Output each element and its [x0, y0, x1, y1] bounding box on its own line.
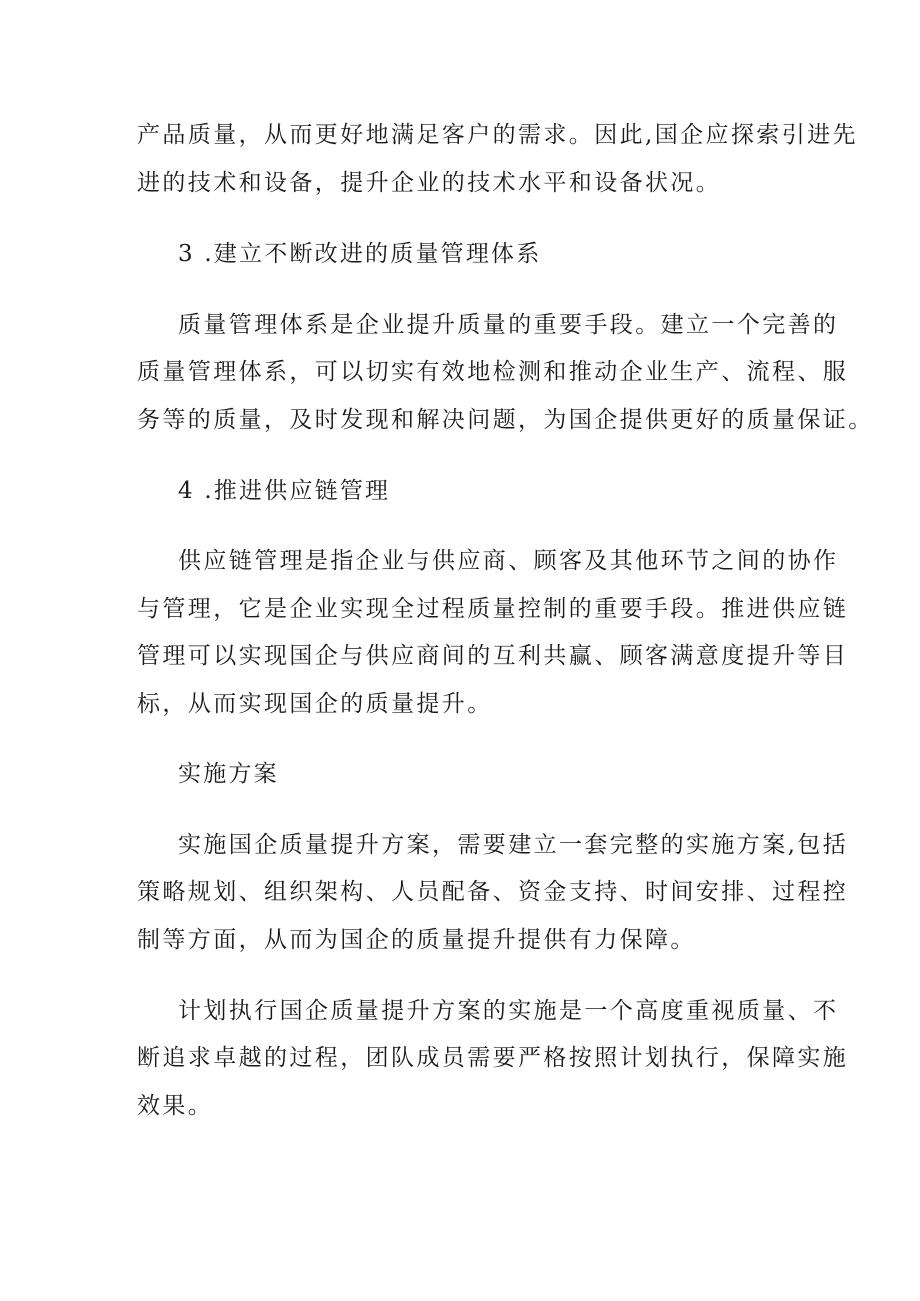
paragraph-line: 质量管理体系是企业提升质量的重要手段。建立一个完善的 — [178, 312, 839, 338]
paragraph-line: 计划执行国企质量提升方案的实施是一个高度重视质量、不 — [178, 998, 839, 1024]
paragraph-line: 策略规划、组织架构、人员配备、资金支持、时间安排、过程控 — [137, 879, 849, 905]
paragraph-line: 效果。 — [137, 1093, 214, 1119]
section-heading-implementation: 实施方案 — [178, 761, 279, 787]
paragraph-line: 实施国企质量提升方案，需要建立一套完整的实施方案,包括 — [178, 832, 849, 858]
paragraph-line: 务等的质量，及时发现和解决问题，为国企提供更好的质量保证。 — [137, 407, 874, 433]
paragraph-line: 管理可以实现国企与供应商间的互利共赢、顾客满意度提升等目 — [137, 643, 849, 669]
section-heading-4: 4 .推进供应链管理 — [178, 478, 391, 504]
paragraph-line: 制等方面，从而为国企的质量提升提供有力保障。 — [137, 927, 696, 953]
paragraph-line: 质量管理体系，可以切实有效地检测和推动企业生产、流程、服 — [137, 359, 849, 385]
paragraph-line: 供应链管理是指企业与供应商、顾客及其他环节之间的协作 — [178, 548, 839, 574]
paragraph-line: 产品质量，从而更好地满足客户的需求。因此,国企应探索引进先 — [137, 122, 858, 148]
paragraph-line: 进的技术和设备，提升企业的技术水平和设备状况。 — [137, 170, 722, 196]
section-heading-3: 3 .建立不断改进的质量管理体系 — [178, 241, 542, 267]
paragraph-line: 与管理，它是企业实现全过程质量控制的重要手段。推进供应链 — [137, 596, 849, 622]
paragraph-line: 标，从而实现国企的质量提升。 — [137, 691, 493, 717]
paragraph-line: 断追求卓越的过程，团队成员需要严格按照计划执行，保障实施 — [137, 1045, 849, 1071]
